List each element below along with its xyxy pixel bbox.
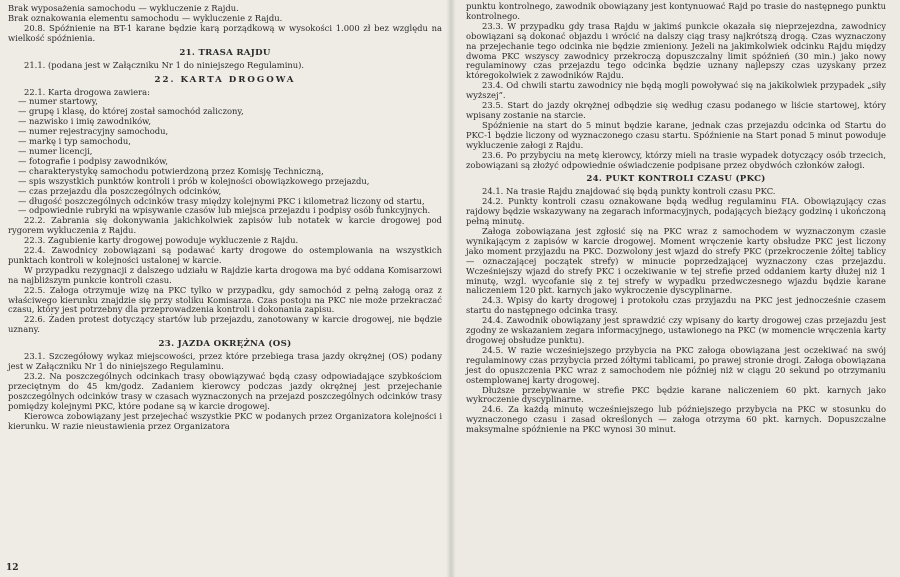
paragraph-continuation: punktu kontrolnego, zawodnik obowiązany jest kontynuować Rajd po trasie do następnego punktu kontrolnego.: [466, 1, 886, 21]
paragraph-22-1: 22.1. Karta drogowa zawiera:: [24, 86, 150, 97]
paragraph-23-5b: Spóźnienie na start do 5 minut będzie karane, jednak czas przejazdu odcinka od Startu do PKC-1 będzie liczony od wyznaczonego czasu startu. Spóźnienie na Start ponad 5 minut powoduje wykluczenie załogi z Rajdu.: [466, 119, 886, 150]
text-line: Brak wyposażenia samochodu — wykluczenie z Rajdu.: [8, 3, 239, 13]
paragraph-23-1: 23.1. Szczegółowy wykaz miejscowości, przez które przebiega trasa jazdy okrężnej (OS) podany jest w Załączniku Nr 1 do niniejszego Regulaminu.: [8, 351, 442, 372]
paragraph-24-5: 24.5. W razie wcześniejszego przybycia na PKC załoga obowiązana jest oczekiwać na swój regulaminowy czas przybycia przed żółtymi tablicami, po prawej stronie drogi. Załoga obowiązana jest do opuszczenia PKC wraz z samochodem nie później niż w ciągu 20 sekund po otrzymaniu ostemplowanej karty drogowej.: [466, 344, 886, 385]
paragraph-24-2: 24.2. Punkty kontroli czasu oznakowane będą według regulaminu FIA. Obowiązujący czas rajdowy będzie wskazywany na zegarach informacyjnych, podających bieżący godzinę i ukończoną pełną minutę.: [466, 196, 886, 227]
paragraph-24-1: 24.1. Na trasie Rajdu znajdować się będą punkty kontroli czasu PKC.: [482, 186, 776, 197]
paragraph-22-6: 22.6. Żaden protest dotyczący startów lub przejazdu, zanotowany w karcie drogowej, nie będzie uznany.: [8, 314, 442, 335]
list-item: — długość poszczególnych odcinków trasy między kolejnymi PKC i kilometraż liczony od startu,: [18, 195, 425, 206]
paragraph-22-4b: W przypadku rezygnacji z dalszego udziału w Rajdzie karta drogowa ma być oddana Komisarzowi na najbliższym punkcie kontroli czasu.: [8, 264, 442, 285]
list-item: — spis wszystkich punktów kontroli i prób w kolejności obowiązkowego przejazdu,: [18, 175, 370, 186]
page-number: 12: [6, 563, 19, 573]
paragraph-24-2b: Załoga zobowiązana jest zgłosić się na PKC wraz z samochodem w wyznaczonym czasie wynikającym z zapisów w karcie drogowej. Moment wręczenie karty obsłudze PKC jest liczony jako moment przyjazdu na PKC. Dozwolony jest wjazd do strefy PKC (przekroczenie żółtej tablicy — oznaczającej początek strefy) w minucie poprzedzającej wyznaczony czas przejazdu. Wcześniejszy wjazd do strefy PKC i oczekiwanie w tej strefie przed oddaniem karty dłużej niż 1 minutę, wzgl. wycofanie się z tej strefy w wypadku przedwczesnego wjazdu będzie karane naliczeniem 120 pkt. karnych jako wykroczenie dyscyplinarne.: [466, 226, 886, 296]
text-line: Brak oznakowania elementu samochodu — wykluczenie z Rajdu.: [8, 12, 283, 23]
karta-drogowa-list: [8, 97, 442, 216]
paragraph-23-3: 23.3. W przypadku gdy trasa Rajdu w jakimś punkcie okazała się nieprzejezdna, zawodnicy obowiązani są dokonać objazdu i wrócić na dalszy ciąg trasy najkrótszą drogą. Czas wyznaczony na przejechanie tego odcinka nie będzie zmieniony. Jeżeli na jakimkolwiek odcinku Rajdu między dwoma PKC wszyscy zawodnicy przekroczą dopuszczalny limit spóźnień (30 min.) jako nowy regulaminowy czas przejazdu tego odcinka będzie uznany najlepszy czas uzyskany przez któregokolwiek z zawodników Rajdu.: [466, 20, 886, 81]
paragraph-23-2: 23.2. Na poszczególnych odcinkach trasy obowiązywać będą czasy odpowiadające szybkościom przeciętnym do 45 km/godz. Zadaniem kierowcy podczas jazdy okrężnej jest przejechanie poszczególnych odcinków trasy w czasach wyznaczonych na przejazd poszczególnych odcinków trasy pomiędzy kolejnymi PKC, które podane są w karcie drogowej.: [8, 371, 442, 411]
list-item: — markę i typ samochodu,: [18, 136, 131, 147]
list-item: — numer startowy,: [18, 96, 98, 107]
section-heading-23: 23. JAZDA OKRĘŻNA (OS): [158, 339, 292, 350]
paragraph-21-1: 21.1. (podana jest w Załączniku Nr 1 do niniejszego Regulaminu).: [24, 59, 305, 70]
paragraph-24-5b: Dłuższe przebywanie w strefie PKC będzie karane naliczeniem 60 pkt. karnych jako wykroczenie dyscyplinarne.: [466, 384, 886, 405]
list-item: — nazwisko i imię zawodników,: [18, 116, 152, 127]
paragraph-24-4: 24.4. Zawodnik obowiązany jest sprawdzić czy wpisany do karty drogowej czas przejazdu jest zgodny ze wskazaniem zegara informacyjnego, ustawionego na PKC (w momencie wręczenia karty drogowej obsłudze punktu).: [466, 315, 886, 345]
paragraph-22-4: 22.4. Zawodnicy zobowiązani są podawać karty drogowe do ostemplowania na wszystkich punktach kontroli w kolejności ustalonej w karcie.: [8, 245, 442, 265]
paragraph-23-4: 23.4. Od chwili startu zawodnicy nie będą mogli powoływać się na jakikolwiek przypadek „siły wyższej”.: [466, 80, 886, 101]
paragraph-23-6: 23.6. Po przybyciu na metę kierowcy, którzy mieli na trasie wypadek dotyczący osób trzecich, zobowiązani są złożyć odpowiednie oświadczenie podpisane przez obydwóch członków załogi.: [466, 149, 886, 170]
paragraph-22-3: 22.3. Zagubienie karty drogowej powoduje wykluczenie z Rajdu.: [24, 235, 299, 246]
paragraph-22-5: 22.5. Załoga otrzymuje wizę na PKC tylko w przypadku, gdy samochód z pełną załogą oraz z właściwego kierunku znajdzie się przy stoliku Komisarza. Czas postoju na PKC nie może przekraczać czasu, który jest potrzebny dla przeprowadzenia kontroli i dokonania zapisu.: [8, 284, 442, 315]
right-page: [450, 0, 900, 577]
list-item: — odpowiednie rubryki na wpisywanie czasów lub miejsca przejazdu i podpisy osób funkcyjnych.: [18, 205, 431, 216]
list-item: — czas przejazdu dla poszczególnych odcinków,: [18, 185, 222, 196]
paragraph-20-8: 20.8. Spóźnienie na BT-1 karane będzie karą porządkową w wysokości 1.000 zł bez względu na wielkość spóźnienia.: [8, 22, 442, 43]
list-item: — grupę i klasę, do której został samochód zaliczony,: [18, 106, 244, 117]
list-item: — charakterystykę samochodu potwierdzoną przez Komisję Techniczną,: [18, 165, 324, 176]
list-item: — numer rejestracyjny samochodu,: [18, 126, 169, 137]
list-item: — numer licencji,: [18, 145, 93, 156]
paragraph-23-2b: Kierowca zobowiązany jest przejechać wszystkie PKC w podanych przez Organizatora kolejności i kierunku. W razie nieustawienia przez Organizatora: [8, 410, 442, 431]
paragraph-24-3: 24.3. Wpisy do karty drogowej i protokołu czas przyjazdu na PKC jest jednocześnie czasem startu do następnego odcinka trasy.: [466, 295, 886, 316]
paragraph-23-5: 23.5. Start do jazdy okrężnej odbędzie się według czasu podanego w liście startowej, który wpisany zostanie na starcie.: [466, 100, 886, 120]
paragraph-24-6: 24.6. Za każdą minutę wcześniejszego lub późniejszego przybycia na PKC w stosunku do wyznaczonego czasu i zasad określonych — załoga otrzyma 60 pkt. karnych. Dopuszczalne maksymalne spóźnienie na PKC wynosi 30 minut.: [466, 404, 886, 435]
list-item: — fotografie i podpisy zawodników,: [18, 155, 168, 166]
section-heading-22: 22. KARTA DROGOWA: [154, 74, 296, 85]
paragraph-22-2: 22.2. Zabrania się dokonywania jakichkolwiek zapisów lub notatek w karcie drogowej pod rygorem wykluczenia z Rajdu.: [8, 215, 442, 236]
section-heading-24: 24. PUKT KONTROLI CZASU (PKC): [586, 174, 766, 185]
section-heading-21: 21. TRASA RAJDU: [179, 47, 271, 58]
